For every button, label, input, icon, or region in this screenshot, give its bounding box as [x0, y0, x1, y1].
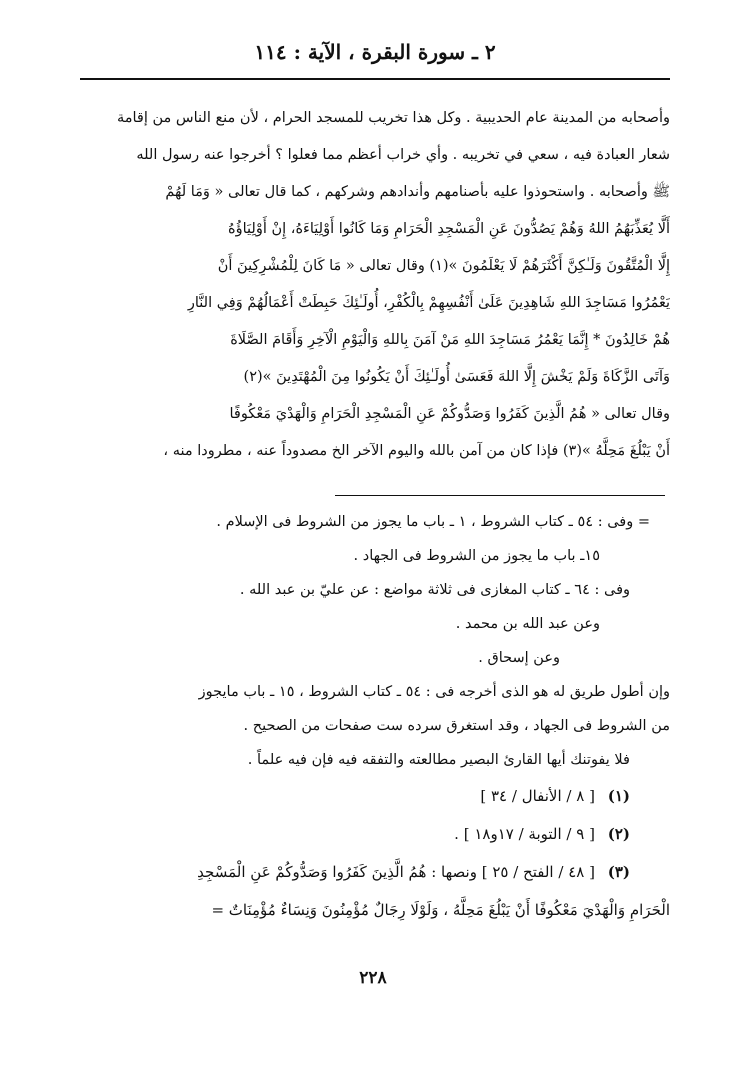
footnote-2: [70, 815, 670, 853]
text-line: يَعْمُرُوا مَسَاجِدَ اللهِ شَاهِدِينَ عَلَىٰ أَنْفُسِهِمْ بِالْكُفْرِ، أُولَـٰئِكَ حَبِطَتْ أَعْمَالُهُمْ وَفِي النَّارِ: [187, 295, 670, 311]
footnotes-section: [70, 505, 670, 929]
page-number: ٢٢٨: [359, 968, 387, 988]
note-line: ١٥ـ باب ما يجوز من الشروط فى الجهاد .: [353, 548, 600, 564]
text-line: وأصحابه من المدينة عام الحديبية . وكل هذا تخريب للمسجد الحرام ، لأن منع الناس من إقامة: [116, 110, 670, 126]
footnote-text: [ ٤٨ / الفتح / ٢٥ ] ونصها : هُمُ الَّذِينَ كَفَرُوا وَصَدُّوكُمْ عَنِ الْمَسْجِدِ: [197, 863, 595, 881]
note-line: وعن عبد الله بن محمد .: [455, 616, 600, 632]
text-line: هُمْ خَالِدُونَ * إِنَّمَا يَعْمُرُ مَسَاجِدَ اللهِ مَنْ آمَنَ بِاللهِ وَالْيَوْمِ الْآخِرِ وَأَقَامَ الصَّلَاةَ: [230, 332, 670, 348]
text-line: إِلَّا الْمُتَّقُونَ وَلَـٰكِنَّ أَكْثَرَهُمْ لَا يَعْلَمُونَ »(١) وقال تعالى « مَا كَانَ لِلْمُشْرِكِينَ أَنْ: [217, 258, 670, 274]
text-line: شعار العبادة فيه ، سعي في تخريبه . وأي خراب أعظم مما فعلوا ؟ أخرجوا عنه رسول الله: [136, 147, 670, 163]
text-line: وقال تعالى « هُمُ الَّذِينَ كَفَرُوا وَصَدُّوكُمْ عَنِ الْمَسْجِدِ الْحَرَامِ وَالْهَدْيَ مَعْكُوفًا: [229, 406, 670, 422]
footnote-1: [70, 777, 670, 815]
footnote-text: [ ٩ / التوبة / ١٧و١٨ ] .: [454, 825, 595, 843]
note-line: وإن أطول طريق له هو الذى أخرجه فى : ٥٤ ـ كتاب الشروط ، ١٥ ـ باب مايجوز: [198, 684, 670, 700]
note-line: وفى : ٦٤ ـ كتاب المغازى فى ثلاثة مواضع : عن عليّ بن عبد الله .: [239, 582, 630, 598]
page-header: ٢ ـ سورة البقرة ، الآية : ١١٤: [254, 40, 496, 64]
footnote-3: [70, 853, 670, 891]
footnote-continuation: الْحَرَامِ وَالْهَدْيَ مَعْكُوفًا أَنْ يَبْلُغَ مَحِلَّهُ ، وَلَوْلَا رِجَالٌ مُؤْمِنُونَ وَنِسَاءٌ مُؤْمِنَاتٌ =: [211, 901, 670, 919]
footnote-separator: [335, 495, 665, 496]
footnote-text: [ ٨ / الأنفال / ٣٤ ]: [480, 787, 595, 805]
header-divider: [80, 78, 670, 80]
note-line: من الشروط فى الجهاد ، وقد استغرق سرده ست صفحات من الصحيح .: [243, 718, 670, 734]
main-text: [70, 100, 670, 470]
text-line: ﷺ وأصحابه . واستحوذوا عليه بأصنامهم وأندادهم وشركهم ، كما قال تعالى « وَمَا لَهُمْ: [165, 184, 670, 200]
footnote-number: (١): [607, 787, 630, 805]
text-line: وَآتَى الزَّكَاةَ وَلَمْ يَخْشَ إِلَّا اللهَ فَعَسَىٰ أُولَـٰئِكَ أَنْ يَكُونُوا مِنَ الْمُهْتَدِينَ »(٢): [243, 369, 670, 385]
footnote-number: (٣): [607, 863, 630, 881]
note-line: وعن إسحاق .: [478, 650, 560, 666]
note-line: فلا يفوتنك أيها القارئ البصير مطالعته والتفقه فيه فإن فيه علماً .: [247, 752, 630, 768]
note-line: = وفى : ٥٤ ـ كتاب الشروط ، ١ ـ باب ما يجوز من الشروط فى الإسلام .: [216, 514, 650, 530]
text-line: أَنْ يَبْلُغَ مَحِلَّهُ »(٣) فإذا كان من آمن بالله واليوم الآخر الخ مصدوداً عنه ، مطرودا منه ،: [163, 443, 670, 459]
footnote-number: (٢): [607, 825, 630, 843]
text-line: أَلَّا يُعَذِّبَهُمُ اللهُ وَهُمْ يَصُدُّونَ عَنِ الْمَسْجِدِ الْحَرَامِ وَمَا كَانُوا أَوْلِيَاءَهُ، إِنْ أَوْلِيَاؤُهُ: [228, 221, 670, 237]
